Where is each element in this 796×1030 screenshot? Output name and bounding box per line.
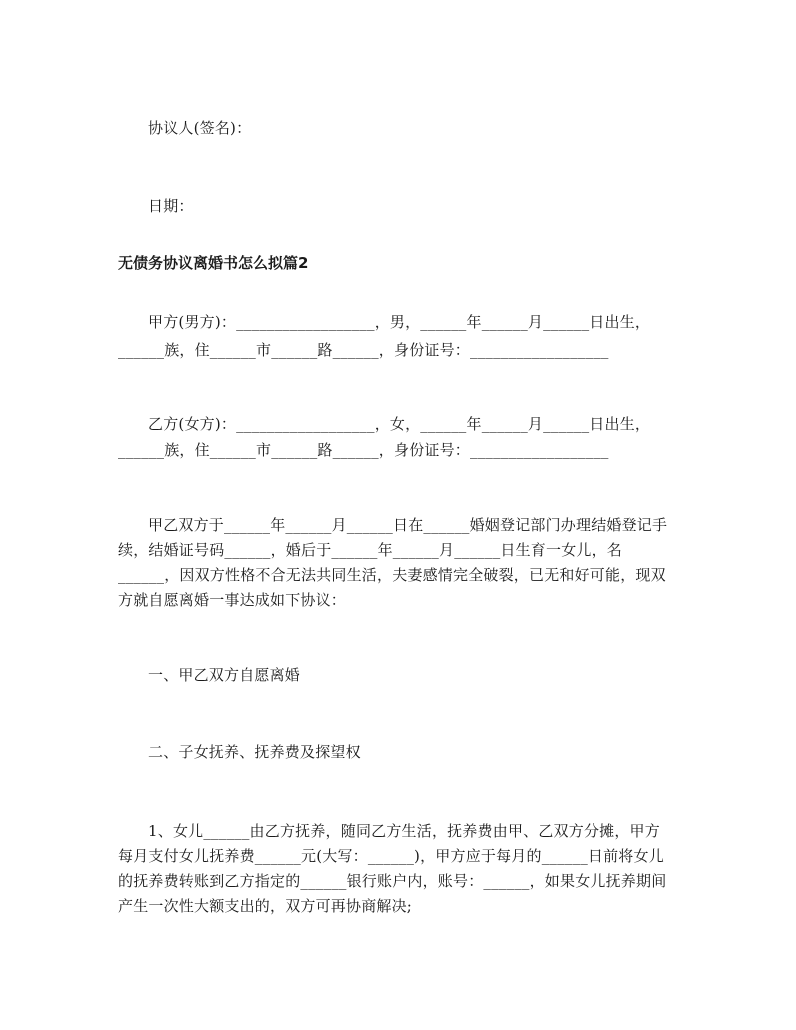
item-1-line-3: 的抚养费转账到乙方指定的______银行账户内，账号：______，如果女儿抚养期间 [118, 872, 667, 890]
item-1-line-1: 1、女儿______由乙方抚养，随同乙方生活，抚养费由甲、乙双方分摊，甲方 [148, 822, 660, 840]
date-label: 日期： [148, 197, 194, 215]
item-1-line-2: 每月支付女儿抚养费______元(大写：______)，甲方应于每月的______日前将女儿 [118, 847, 664, 865]
clause-1: 一、甲乙双方自愿离婚 [148, 666, 301, 684]
party-b-line-2: ______族，住______市______路______，身份证号：__________________ [118, 441, 609, 459]
section-title: 无债务协议离婚书怎么拟篇2 [118, 254, 309, 272]
intro-line-2: 续，结婚证号码______，婚后于______年______月______日生育一女儿，名 [118, 541, 623, 559]
item-1-line-4: 产生一次性大额支出的，双方可再协商解决; [118, 897, 413, 915]
intro-line-1: 甲乙双方于______年______月______日在______婚姻登记部门办理结婚登记手 [148, 516, 668, 534]
party-b-line-1: 乙方(女方)：__________________，女，______年______月______日出生， [148, 415, 651, 433]
party-a-line-2: ______族，住______市______路______，身份证号：__________________ [118, 341, 609, 359]
intro-line-4: 方就自愿离婚一事达成如下协议： [118, 591, 347, 609]
signer-label: 协议人(签名)： [148, 119, 252, 137]
clause-2: 二、子女抚养、抚养费及探望权 [148, 743, 361, 761]
intro-line-3: ______，因双方性格不合无法共同生活，夫妻感情完全破裂，已无和好可能，现双 [118, 566, 666, 584]
party-a-line-1: 甲方(男方)：__________________，男，______年______月______日出生， [148, 313, 651, 331]
